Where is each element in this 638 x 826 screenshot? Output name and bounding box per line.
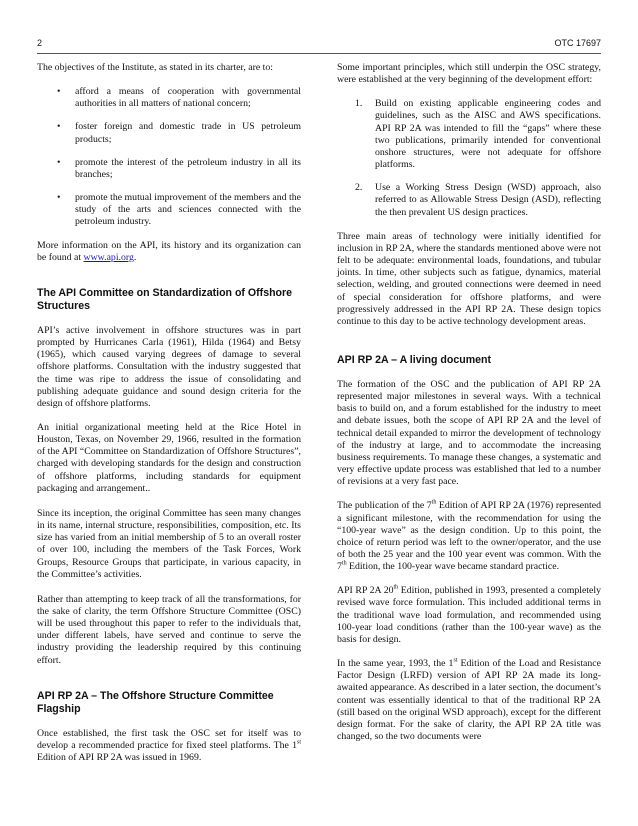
page-header [37,38,601,54]
paragraph: An initial organizational meeting held at the Rice Hotel in Houston, Texas, on November 29, 1966, resulted in the formation of the API “Committee on Standardization of Offshore Structures”, charged with developing standards for the design and construction of offshore platforms, including standards for equipment packaging and arrangement.. [37,421,301,494]
superscript: st [296,739,301,746]
page-number: 2 [37,38,43,48]
principles-list [337,98,601,218]
api-website-link[interactable]: www.api.org [83,251,134,263]
text-run: Edition, published in 1993, presented a completely revised wave force formulation. This included additional terms in the traditional wave load formulation, and recommended using 100-year load conditions (rather than the 100-year wave) as the basis for design. [337,585,601,645]
list-item-text: promote the mutual improvement of the members and the study of the arts and sciences connected with the petroleum industry. [75,192,301,228]
paragraph [37,728,301,764]
list-item [337,182,601,218]
section-heading-flagship: API RP 2A – The Offshore Structure Committee Flagship [37,689,274,715]
bullet-icon: • [57,86,61,98]
list-number: 1. [355,98,363,110]
paragraph [337,658,601,743]
principles-intro: Some important principles, which still underpin the OSC strategy, were established at the very beginning of the development effort: [337,62,601,86]
bullet-icon: • [57,192,61,204]
section-heading-committee: The API Committee on Standardization of Offshore Structures [37,286,293,312]
list-item [337,98,601,171]
text-run: In the same year, 1993, the 1 [337,658,454,670]
list-item-text: Build on existing applicable engineering codes and guidelines, such as the AISC and AWS specifications. API RP 2A was intended to fill the “gaps” where these two publications, primarily intended for conventional onshore structures, were not adequate for offshore platforms. [375,98,601,171]
paragraph: API’s active involvement in offshore structures was in part prompted by Hurricanes Carla (1961), Hilda (1964) and Betsy (1965), which caused varying degrees of damage to several offshore platforms. Consultation with the industry suggested that the time was ripe to address the issue of consolidating and publishing adequate guidance and sound design criteria for the design of offshore platforms. [37,324,301,409]
superscript: th [431,500,437,507]
objectives-intro: The objectives of the Institute, as stated in its charter, are to: [37,62,274,73]
objectives-list [37,86,301,228]
left-column [37,62,301,776]
superscript: st [453,657,458,664]
superscript: th [393,585,399,592]
list-item-text: foster foreign and domestic trade in US petroleum products; [75,121,301,145]
section-heading-living-document: API RP 2A – A living document [337,353,492,366]
text-run: Edition of API RP 2A was issued in 1969. [37,752,202,764]
paragraph: Since its inception, the original Committee has seen many changes in its name, internal structure, responsibilities, composition, etc. Its size has varied from an initial membership of 5 to an overall roster of over 100, including the members of the Task Forces, Work Groups, Resource Groups that participate, in various capacity, in the Committee’s activities. [37,507,301,580]
list-item-text: afford a means of cooperation with governmental authorities in all matters of national concern; [75,86,301,110]
more-info-text: More information on the API, its history and its organization can be found at [37,239,301,263]
text-run: Once established, the first task the OSC set for itself was to develop a recommended practice for fixed steel platforms. The 1 [37,727,301,751]
text-run: Edition of the Load and Resistance Factor Design (LRFD) version of API RP 2A made its long-awaited appearance. As described in a later section, the document’s content was essentially identical to that of the traditional RP 2A (still based on the original WSD approach), except for the different design format. For the sake of clarity, the API RP 2A title was changed, so the two documents were [337,658,602,743]
paragraph [337,585,601,646]
more-info-paragraph [37,240,301,264]
paper-code: OTC 17697 [554,38,601,48]
text-run: The publication of the 7 [337,500,432,512]
paragraph [337,500,601,573]
right-column [337,62,601,755]
bullet-icon: • [57,156,61,168]
list-item [37,192,301,228]
paragraph: Rather than attempting to keep track of all the transformations, for the sake of clarity, the term Offshore Structure Committee (OSC) will be used throughout this paper to refer to the individuals that, under different labels, have served and continue to serve the industry providing the leadership required by this continuing effort. [37,593,301,666]
list-item [37,157,301,181]
list-item-text: Use a Working Stress Design (WSD) approach, also referred to as Allowable Stress Design (ASD), reflecting the then prevalent US design practices. [375,182,601,218]
text-run: Edition, the 100-year wave became standard practice. [346,561,560,573]
paragraph: Three main areas of technology were initially identified for inclusion in RP 2A, where the standards mentioned above were not felt to be adequate: environmental loads, foundations, and tubular joints. In time, other subjects such as fatigue, dynamics, material selection, welding, and grouted connections were deemed in need of special consideration for offshore platforms, and were progressively addressed in the API RP 2A. These design topics continue to this day to be active technology development areas. [337,230,601,327]
text-run: Edition of API RP 2A (1976) represented a significant milestone, with the recommendation for using the “100-year wave” as the design condition. Up to this point, the choice of return period was left to the owner/operator, and the use of both the 25 year and the 100 year event was common. With the 7 [337,500,601,573]
text-run: API RP 2A 20 [337,585,394,597]
more-info-suffix: . [133,251,137,263]
list-item [37,86,301,110]
list-item [37,121,301,145]
header-rule [37,53,601,54]
paragraph: The formation of the OSC and the publication of API RP 2A represented major milestones in several ways. With a technical basis to build on, and a forum established for the industry to meet and debate issues, both the scope of API RP 2A and the level of technical detail expanded to mirror the development of technology of the industry at large, and to accommodate the increasing business requirements. To manage these changes, a systematic and very effective update process was established that led to a number of revisions at a very fast pace. [337,378,601,488]
superscript: th [341,560,347,567]
list-item-text: promote the interest of the petroleum industry in all its branches; [75,156,301,180]
bullet-icon: • [57,121,61,133]
list-number: 2. [355,182,363,194]
